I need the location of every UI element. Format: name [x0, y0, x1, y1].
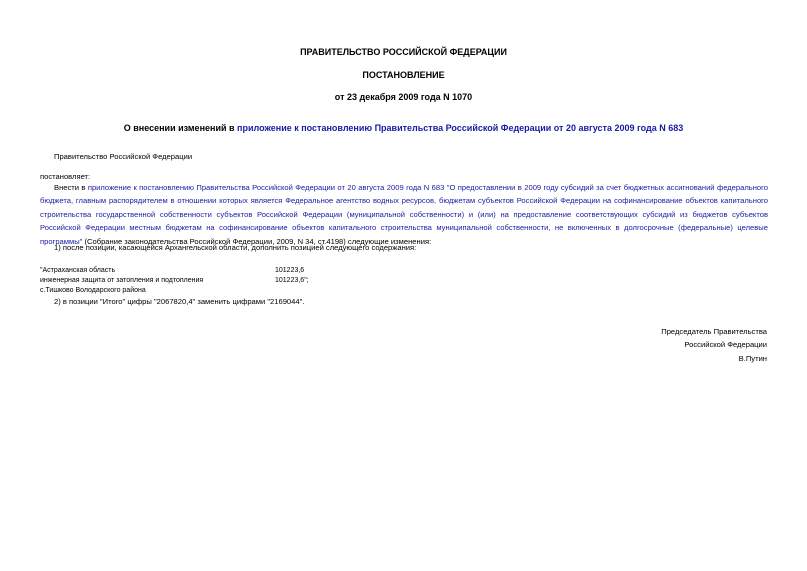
table-cell-value: 101223,6"; [275, 277, 309, 285]
table-cell-value: 101223,6 [275, 267, 305, 274]
document-type-heading: ПОСТАНОВЛЕНИЕ [362, 70, 445, 80]
decrees-text: постановляет: [40, 172, 91, 181]
table-cell-name: "Астраханская область [40, 267, 116, 274]
paragraph-main [40, 181, 768, 248]
paragraph-main-start: Внести в [54, 183, 88, 192]
intro-text: Правительство Российской Федерации [54, 152, 193, 161]
signature-name: В.Путин [738, 353, 767, 363]
title-link[interactable]: приложение к постановлению Правительства Российской Федерации от 20 августа 2009 года N 683 [237, 123, 684, 133]
title-prefix: О внесении изменений в [123, 123, 238, 133]
document-date-number: от 23 декабря 2009 года N 1070 [334, 92, 473, 102]
table-cell-name: с.Тишково Володарского района [40, 287, 146, 295]
paragraph-main-end: (Собрание законодательства Российской Федерации, 2009, N 34, ст.4198) следующие изменения: [82, 236, 432, 246]
government-heading: ПРАВИТЕЛЬСТВО РОССИЙСКОЙ ФЕДЕРАЦИИ [300, 47, 507, 57]
signature-title-line2: Российской Федерации [684, 340, 767, 350]
signature-title-line1: Председатель Правительства [661, 327, 767, 336]
table-cell-name: инженерная защита от затопления и подтопления [40, 277, 204, 285]
decree-683-link[interactable]: приложение к постановлению Правительства Российской Федерации от 20 августа 2009 года N 683 "О предоставлении в 2009 году субсидий за счет бюджетных ассигнований федерального бюджета, главным распорядителем в отношении которых является Федеральное агентство водных ресурсов, бюджетам субъектов Российской Федерации на софинансирование объектов капитального строительства государственной собственности субъектов Российской Федерации (муниципальной собственности) и (или) на предоставление соответствующих субсидий из бюджетов субъектов Российской Федерации местным бюджетам на софинансирование объектов капитального строительства муниципальной собственности, не включенных в долгосрочные (федеральные) целевые программы" [40, 183, 768, 246]
item-2-text: 2) в позиции "Итого" цифры "2067820,4" заменить цифрами "2169044". [54, 297, 305, 306]
document-title [0, 122, 807, 134]
signature-block [661, 325, 767, 365]
item-1-text: 1) после позиции, касающейся Архангельской области, дополнить позицией следующего содержания: [54, 243, 417, 252]
